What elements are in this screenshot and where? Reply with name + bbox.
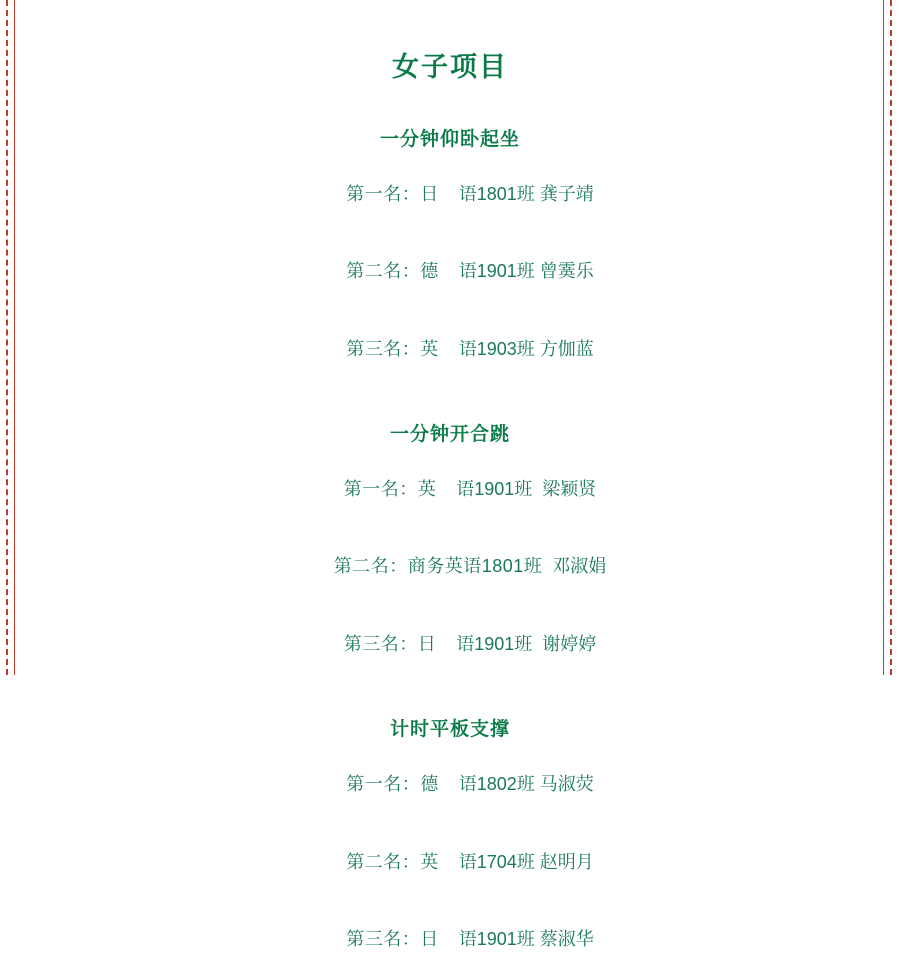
result-row (30, 460, 870, 519)
result-row (30, 615, 870, 674)
result-name: 赵明月 (539, 851, 594, 872)
right-inner-border (883, 0, 884, 675)
result-rank: 第一名：德 (346, 774, 439, 795)
result-rank: 第二名：德 (346, 261, 439, 282)
left-outer-border (6, 0, 8, 675)
result-row (30, 538, 870, 597)
result-rank: 第三名：英 (346, 338, 439, 359)
result-rank: 第二名：英 (346, 851, 439, 872)
result-class: 语1901班 (458, 261, 535, 282)
result-name: 曾霙乐 (539, 261, 594, 282)
result-name: 蔡淑华 (539, 928, 594, 949)
result-class: 语1801班 (458, 183, 535, 204)
result-row (30, 833, 870, 892)
result-rank: 第三名：日 (343, 633, 437, 654)
right-outer-border (890, 0, 892, 675)
result-row (30, 165, 870, 224)
result-rank: 第三名：日 (346, 928, 439, 949)
event-section-plank (30, 714, 870, 969)
result-class: 语1903班 (458, 338, 535, 359)
result-name: 马淑荧 (539, 774, 594, 795)
result-class: 语1901班 (456, 633, 533, 654)
result-rank: 第二名：商务英语1801班 (333, 556, 543, 577)
result-rank: 第一名：日 (346, 183, 439, 204)
result-row (30, 242, 870, 301)
event-section-situps (30, 124, 870, 379)
result-name: 邓淑娟 (552, 556, 607, 577)
document-content (30, 0, 870, 949)
result-name: 方伽蓝 (539, 338, 594, 359)
result-row (30, 755, 870, 814)
result-class: 语1901班 (456, 478, 533, 499)
result-rank: 第一名：英 (343, 478, 437, 499)
result-class: 语1802班 (458, 774, 535, 795)
event-section-jumping-jacks (30, 419, 870, 674)
page-title: 女子项目 (392, 52, 508, 82)
result-name: 梁颖贤 (542, 478, 597, 499)
result-name: 龚子靖 (539, 183, 594, 204)
section-title: 一分钟仰卧起坐 (379, 129, 520, 150)
result-class: 语1901班 (458, 928, 535, 949)
result-class: 语1704班 (458, 851, 535, 872)
result-name: 谢婷婷 (542, 633, 597, 654)
section-title: 计时平板支撑 (389, 719, 510, 741)
result-row (30, 910, 870, 969)
section-title: 一分钟开合跳 (389, 424, 510, 446)
result-row (30, 320, 870, 379)
left-inner-border (14, 0, 15, 675)
